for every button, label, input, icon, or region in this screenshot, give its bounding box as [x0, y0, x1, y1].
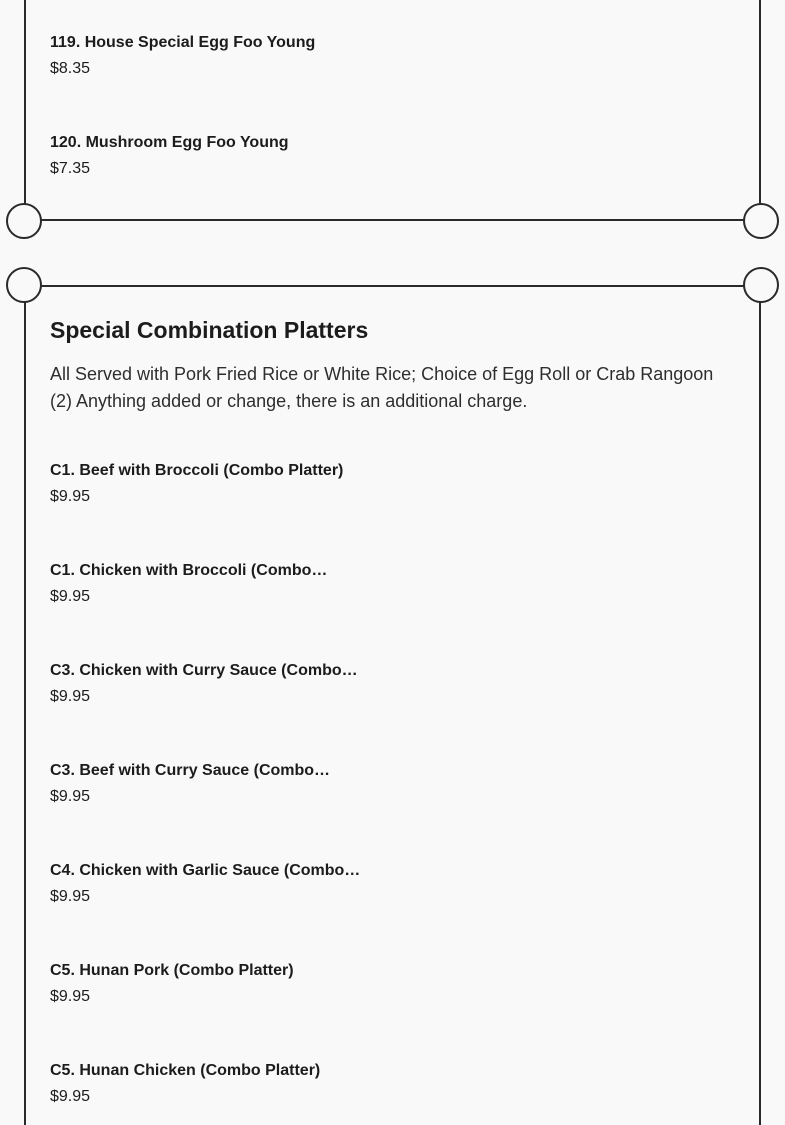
menu-item-price: $8.35 [50, 60, 91, 77]
menu-item-name: 120. Mushroom Egg Foo Young [50, 134, 289, 151]
menu-item-name: C4. Chicken with Garlic Sauce (Combo… [50, 862, 361, 879]
menu-item-price: $9.95 [50, 688, 91, 705]
egg-foo-young-section [24, 0, 761, 221]
menu-item-name: C5. Hunan Pork (Combo Platter) [50, 962, 294, 979]
menu-item-price: $7.35 [50, 160, 91, 177]
corner-notch [743, 203, 779, 239]
corner-notch [6, 203, 42, 239]
menu-item[interactable] [50, 461, 343, 507]
menu-item[interactable] [50, 1061, 320, 1107]
menu-item[interactable] [50, 33, 315, 79]
section-title: Special Combination Platters [50, 317, 369, 343]
menu-item[interactable] [50, 761, 330, 807]
menu-item-name: C1. Beef with Broccoli (Combo Platter) [50, 462, 344, 479]
menu-item-price: $9.95 [50, 1088, 91, 1105]
menu-item-name: C1. Chicken with Broccoli (Combo… [50, 562, 328, 579]
section-description: All Served with Pork Fried Rice or White Rice; Choice of Egg Roll or Crab Rangoon (2) Anything added or change, there is an additional charge. [50, 364, 714, 411]
menu-item[interactable] [50, 561, 327, 607]
menu-item-price: $9.95 [50, 788, 91, 805]
corner-notch [6, 267, 42, 303]
menu-item[interactable] [50, 661, 358, 707]
menu-item-price: $9.95 [50, 988, 91, 1005]
menu-item[interactable] [50, 133, 289, 179]
menu-item-name: C5. Hunan Chicken (Combo Platter) [50, 1062, 321, 1079]
menu-item-name: 119. House Special Egg Foo Young [50, 34, 316, 51]
corner-notch [743, 267, 779, 303]
menu-item-price: $9.95 [50, 588, 91, 605]
menu-item-name: C3. Chicken with Curry Sauce (Combo… [50, 662, 358, 679]
menu-item-price: $9.95 [50, 488, 91, 505]
menu-item-price: $9.95 [50, 888, 91, 905]
menu-item[interactable] [50, 861, 360, 907]
combination-platters-section [24, 285, 761, 1125]
menu-item[interactable] [50, 961, 294, 1007]
menu-item-name: C3. Beef with Curry Sauce (Combo… [50, 762, 331, 779]
